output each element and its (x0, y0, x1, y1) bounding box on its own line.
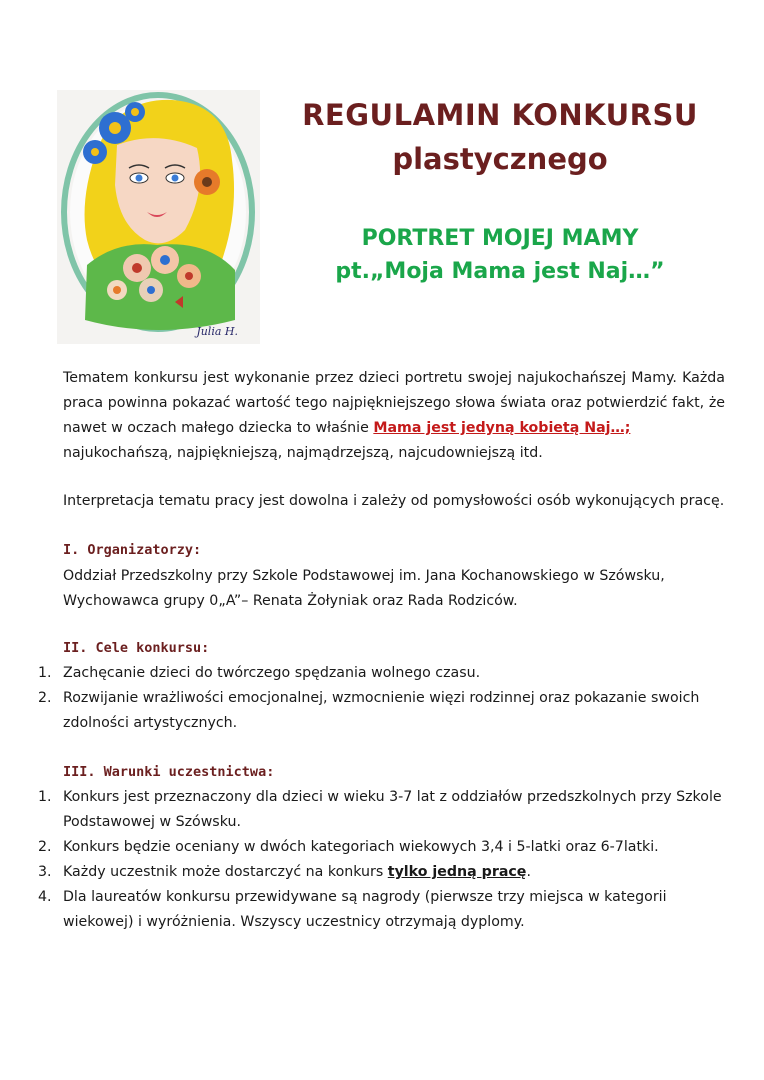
document-title-sub: plastycznego (392, 142, 608, 176)
list-item-number: 2. (38, 839, 52, 855)
intro-text: Tematem konkursu jest wykonanie przez dzieci portretu swojej najukochańszej Mamy. Każda praca powinna pokazać wartość tego najpiękniejszego słowa świata oraz potwierdzić fakt, że nawet w oczach małego dziecka to właśnie (63, 370, 725, 436)
contest-name: PORTRET MOJEJ MAMY (361, 226, 639, 251)
list-item (38, 885, 728, 935)
list-item-emphasis: tylko jedną pracę (387, 864, 527, 880)
intro-highlight: Mama jest jedyną kobietą Naj…; (373, 420, 631, 436)
document-title: REGULAMIN KONKURSU (302, 98, 698, 132)
portrait-illustration (57, 90, 260, 344)
list-item-text: Zachęcanie dzieci do twórczego spędzania wolnego czasu. (63, 665, 481, 681)
list-item (38, 785, 728, 835)
list-item-number: 4. (38, 889, 52, 905)
list-item-number: 3. (38, 864, 52, 880)
list-item-text: Każdy uczestnik może dostarczyć na konkurs (63, 864, 388, 880)
intro-paragraph (63, 366, 725, 441)
list-item (38, 661, 728, 686)
list-item (38, 686, 728, 736)
portrait-signature: Julia H. (196, 325, 238, 338)
organizers-line-1: Oddział Przedszkolny przy Szkole Podstawowej im. Jana Kochanowskiego w Szówsku, (63, 568, 665, 584)
list-item-text: Konkurs będzie oceniany w dwóch kategoriach wiekowych 3,4 i 5-latki oraz 6-7latki. (63, 839, 659, 855)
list-item-number: 1. (38, 789, 52, 805)
section-goals-heading: II. Cele konkursu: (63, 640, 210, 656)
list-item (38, 860, 728, 885)
list-item-text: Konkurs jest przeznaczony dla dzieci w wieku 3-7 lat z oddziałów przedszkolnych przy Szkole Podstawowej w Szówsku. (63, 789, 722, 830)
list-item-number: 1. (38, 665, 52, 681)
list-item-text: Dla laureatów konkursu przewidywane są nagrody (pierwsze trzy miejsca w kategorii wiekowej) i wyróżnienia. Wszyscy uczestnicy otrzymają dyplomy. (63, 889, 667, 930)
list-item-number: 2. (38, 690, 52, 706)
contest-motto: pt.„Moja Mama jest Naj…” (335, 259, 665, 284)
intro-paragraph-end: najukochańszą, najpiękniejszą, najmądrzejszą, najcudowniejszą itd. (63, 445, 543, 461)
interpretation-paragraph: Interpretacja tematu pracy jest dowolna i zależy od pomysłowości osób wykonujących pracę. (63, 493, 725, 509)
section-organizers-heading: I. Organizatorzy: (63, 542, 202, 558)
list-item (38, 835, 728, 860)
list-item-text-end: . (526, 864, 531, 880)
organizers-line-2: Wychowawca grupy 0„A”– Renata Żołyniak oraz Rada Rodziców. (63, 593, 518, 609)
conditions-list (38, 785, 728, 935)
list-item-text: Rozwijanie wrażliwości emocjonalnej, wzmocnienie więzi rodzinnej oraz pokazanie swoich zdolności artystycznych. (63, 690, 700, 731)
section-conditions-heading: III. Warunki uczestnictwa: (63, 764, 275, 780)
goals-list (38, 661, 728, 736)
portrait-drawing (57, 90, 260, 344)
